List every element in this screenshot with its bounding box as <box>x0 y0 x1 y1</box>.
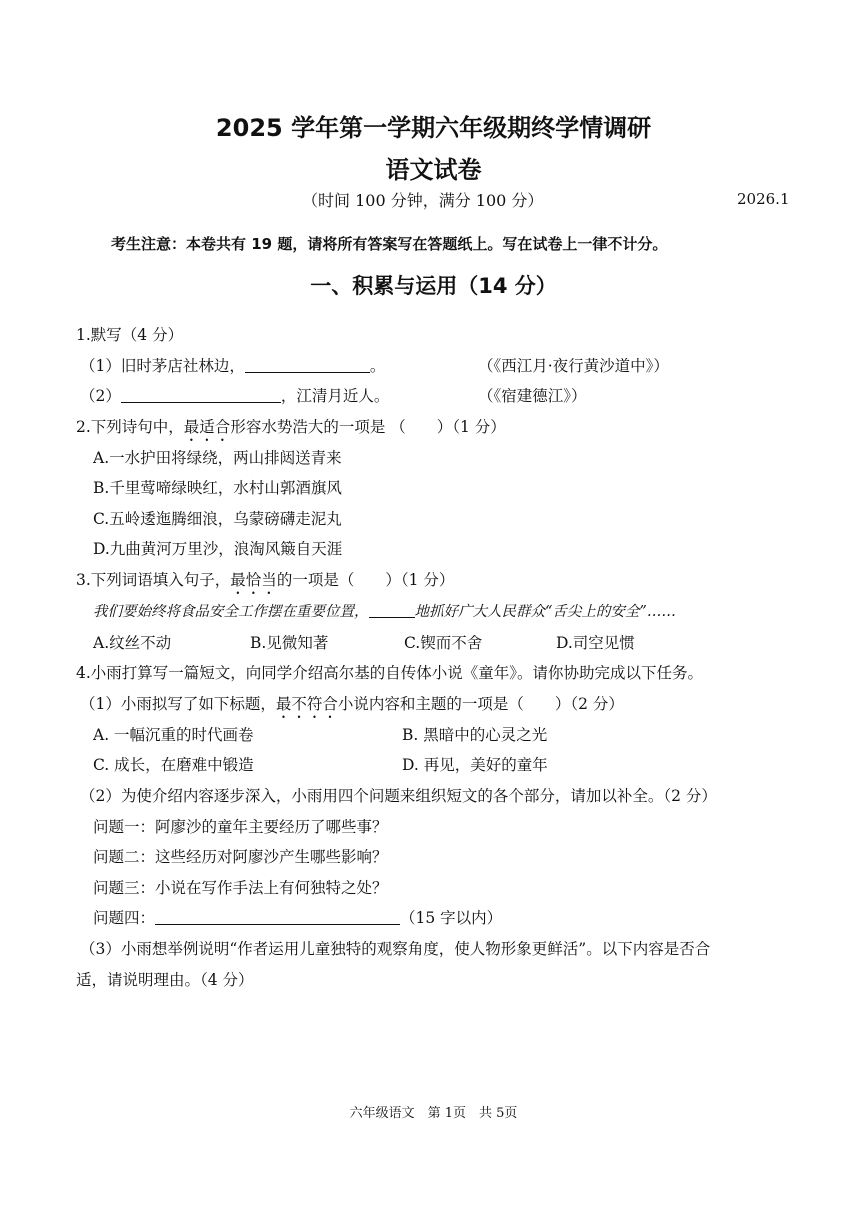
q4-part1-option-d: D. 再见，美好的童年 <box>402 756 548 774</box>
q4-part1-emphasis: 最不符合 <box>275 695 338 713</box>
page-footer: 六年级语文 第 1页 共 5页 <box>349 1106 518 1121</box>
q2-option-b: B.千里莺啼绿映红，水村山郭酒旗风 <box>93 479 342 497</box>
q2-option-a: A.一水护田将绿绕，两山排闼送青来 <box>93 449 342 467</box>
q4-question-4-limit: （15 字以内） <box>400 909 503 927</box>
q4-stem: 4.小雨打算写一篇短文，向同学介绍高尔基的自传体小说《童年》。请你协助完成以下任务。 <box>76 664 704 682</box>
exam-subtitle: 语文试卷 <box>385 156 482 184</box>
q1-part1-prefix: （1）旧时茅店社林边， <box>80 357 245 375</box>
q4-part3-line1: （3）小雨想举例说明“作者运用儿童独特的观察角度，使人物形象更鲜活”。以下内容是否合 <box>80 940 711 958</box>
q3-stem-pre: 3.下列词语填入句子， <box>76 571 231 589</box>
q3-option-a: A.纹丝不动 <box>93 634 172 652</box>
q4-question-4-blank <box>155 910 400 925</box>
q3-sentence-blank <box>369 603 415 618</box>
q4-question-2: 问题二：这些经历对阿廖沙产生哪些影响？ <box>93 848 388 866</box>
q1-part2-source: （《宿建德江》） <box>478 387 587 405</box>
q1-part1-blank <box>245 358 370 373</box>
q1-part2-suffix: ，江清月近人。 <box>280 387 390 405</box>
section-title: 一、积累与运用（14 分） <box>310 274 557 298</box>
q1-part1-suffix: 。 <box>369 357 386 375</box>
q4-part1-option-c: C. 成长，在磨难中锻造 <box>93 756 254 774</box>
q4-part1-option-a: A. 一幅沉重的时代画卷 <box>93 726 254 744</box>
q1-part2-blank <box>121 388 281 403</box>
q2-stem-emphasis: 最适合 <box>183 418 231 436</box>
q1-part1 <box>80 354 385 376</box>
q3-stem <box>76 568 454 598</box>
time-info: （时间 100 分钟，满分 100 分） <box>302 191 544 210</box>
q3-option-c: C.锲而不舍 <box>404 634 483 652</box>
q4-part3-line2: 适，请说明理由。（4 分） <box>76 971 254 989</box>
q4-part2-stem: （2）为使介绍内容逐步深入，小雨用四个问题来组织短文的各个部分，请加以补全。（2 分） <box>80 787 717 805</box>
q4-question-1: 问题一：阿廖沙的童年主要经历了哪些事？ <box>93 818 388 836</box>
q2-stem <box>76 415 506 445</box>
q1-part2 <box>80 384 389 406</box>
q2-stem-pre: 2.下列诗句中， <box>76 418 184 436</box>
q2-stem-post: 形容水势浩大的一项是 （ ）（1 分） <box>230 418 506 436</box>
q4-question-4 <box>93 906 502 928</box>
q1-part1-source: （《西江月·夜行黄沙道中》） <box>478 357 669 375</box>
q3-sentence-post: 地抓好广大人民群众“舌尖上的安全”…… <box>414 604 676 620</box>
q3-option-b: B.见微知著 <box>250 634 329 652</box>
q4-part1-stem <box>80 692 624 722</box>
q1-stem: 1.默写（4 分） <box>76 326 184 344</box>
q3-stem-post: 的一项是（ ）（1 分） <box>276 571 455 589</box>
q2-option-c: C.五岭逶迤腾细浪，乌蒙磅礴走泥丸 <box>93 510 342 528</box>
q4-part1-post: 小说内容和主题的一项是（ ）（2 分） <box>337 695 624 713</box>
q3-option-d: D.司空见惯 <box>556 634 635 652</box>
q2-option-d: D.九曲黄河万里沙，浪淘风簸自天涯 <box>93 540 343 558</box>
q1-part2-prefix: （2） <box>80 387 121 405</box>
q4-question-3: 问题三：小说在写作手法上有何独特之处？ <box>93 879 388 897</box>
q4-part1-option-b: B. 黑暗中的心灵之光 <box>402 726 548 744</box>
exam-notice: 考生注意：本卷共有 19 题，请将所有答案写在答题纸上。写在试卷上一律不计分。 <box>111 235 668 253</box>
q4-part1-pre: （1）小雨拟写了如下标题， <box>80 695 276 713</box>
q3-sentence-pre: 我们要始终将食品安全工作摆在重要位置， <box>93 604 369 620</box>
exam-title: 2025 学年第一学期六年级期终学情调研 <box>215 114 652 142</box>
exam-date: 2026.1 <box>737 190 790 208</box>
q3-sentence <box>93 600 676 621</box>
q3-stem-emphasis: 最恰当 <box>230 571 277 589</box>
q4-question-4-label: 问题四： <box>93 909 156 927</box>
